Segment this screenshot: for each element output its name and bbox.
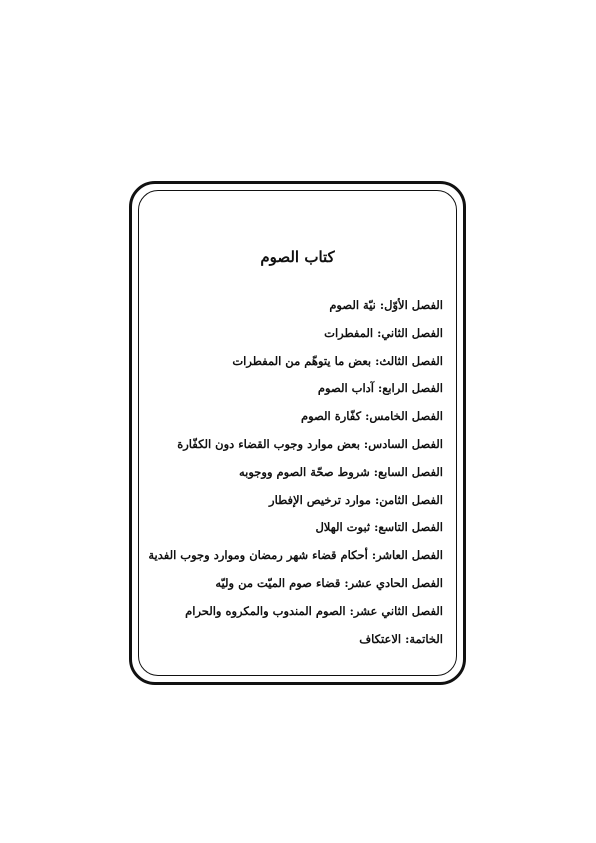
book-title: كتاب الصوم [260,248,335,266]
page-frame-outer [129,181,466,685]
toc-chapter-4: الفصل الرابع: آداب الصوم [317,381,443,396]
toc-chapter-6: الفصل السادس: بعض موارد وجوب القضاء دون الكفّارة [177,436,443,451]
toc-chapter-7: الفصل السابع: شروط صحّة الصوم ووجوبه [238,464,443,479]
toc-chapter-8: الفصل الثامن: موارد ترخيص الإفطار [269,492,443,507]
table-of-contents [148,298,443,659]
toc-chapter-5: الفصل الخامس: كفّارة الصوم [300,409,443,424]
toc-conclusion: الخاتمة: الاعتكاف [359,631,443,646]
toc-chapter-2: الفصل الثاني: المفطرات [324,325,443,340]
toc-chapter-1: الفصل الأوّل: نيّة الصوم [329,298,443,312]
contents-block [148,246,443,659]
toc-chapter-3: الفصل الثالث: بعض ما يتوهّم من المفطرات [232,353,443,368]
toc-chapter-9: الفصل التاسع: ثبوت الهلال [315,520,443,535]
toc-chapter-12: الفصل الثاني عشر: الصوم المندوب والمكروه والحرام [185,603,443,618]
toc-chapter-10: الفصل العاشر: أحكام قضاء شهر رمضان وموارد وجوب الفدية [148,548,443,563]
toc-chapter-11: الفصل الحادي عشر: قضاء صوم الميّت من وليّه [215,575,443,590]
